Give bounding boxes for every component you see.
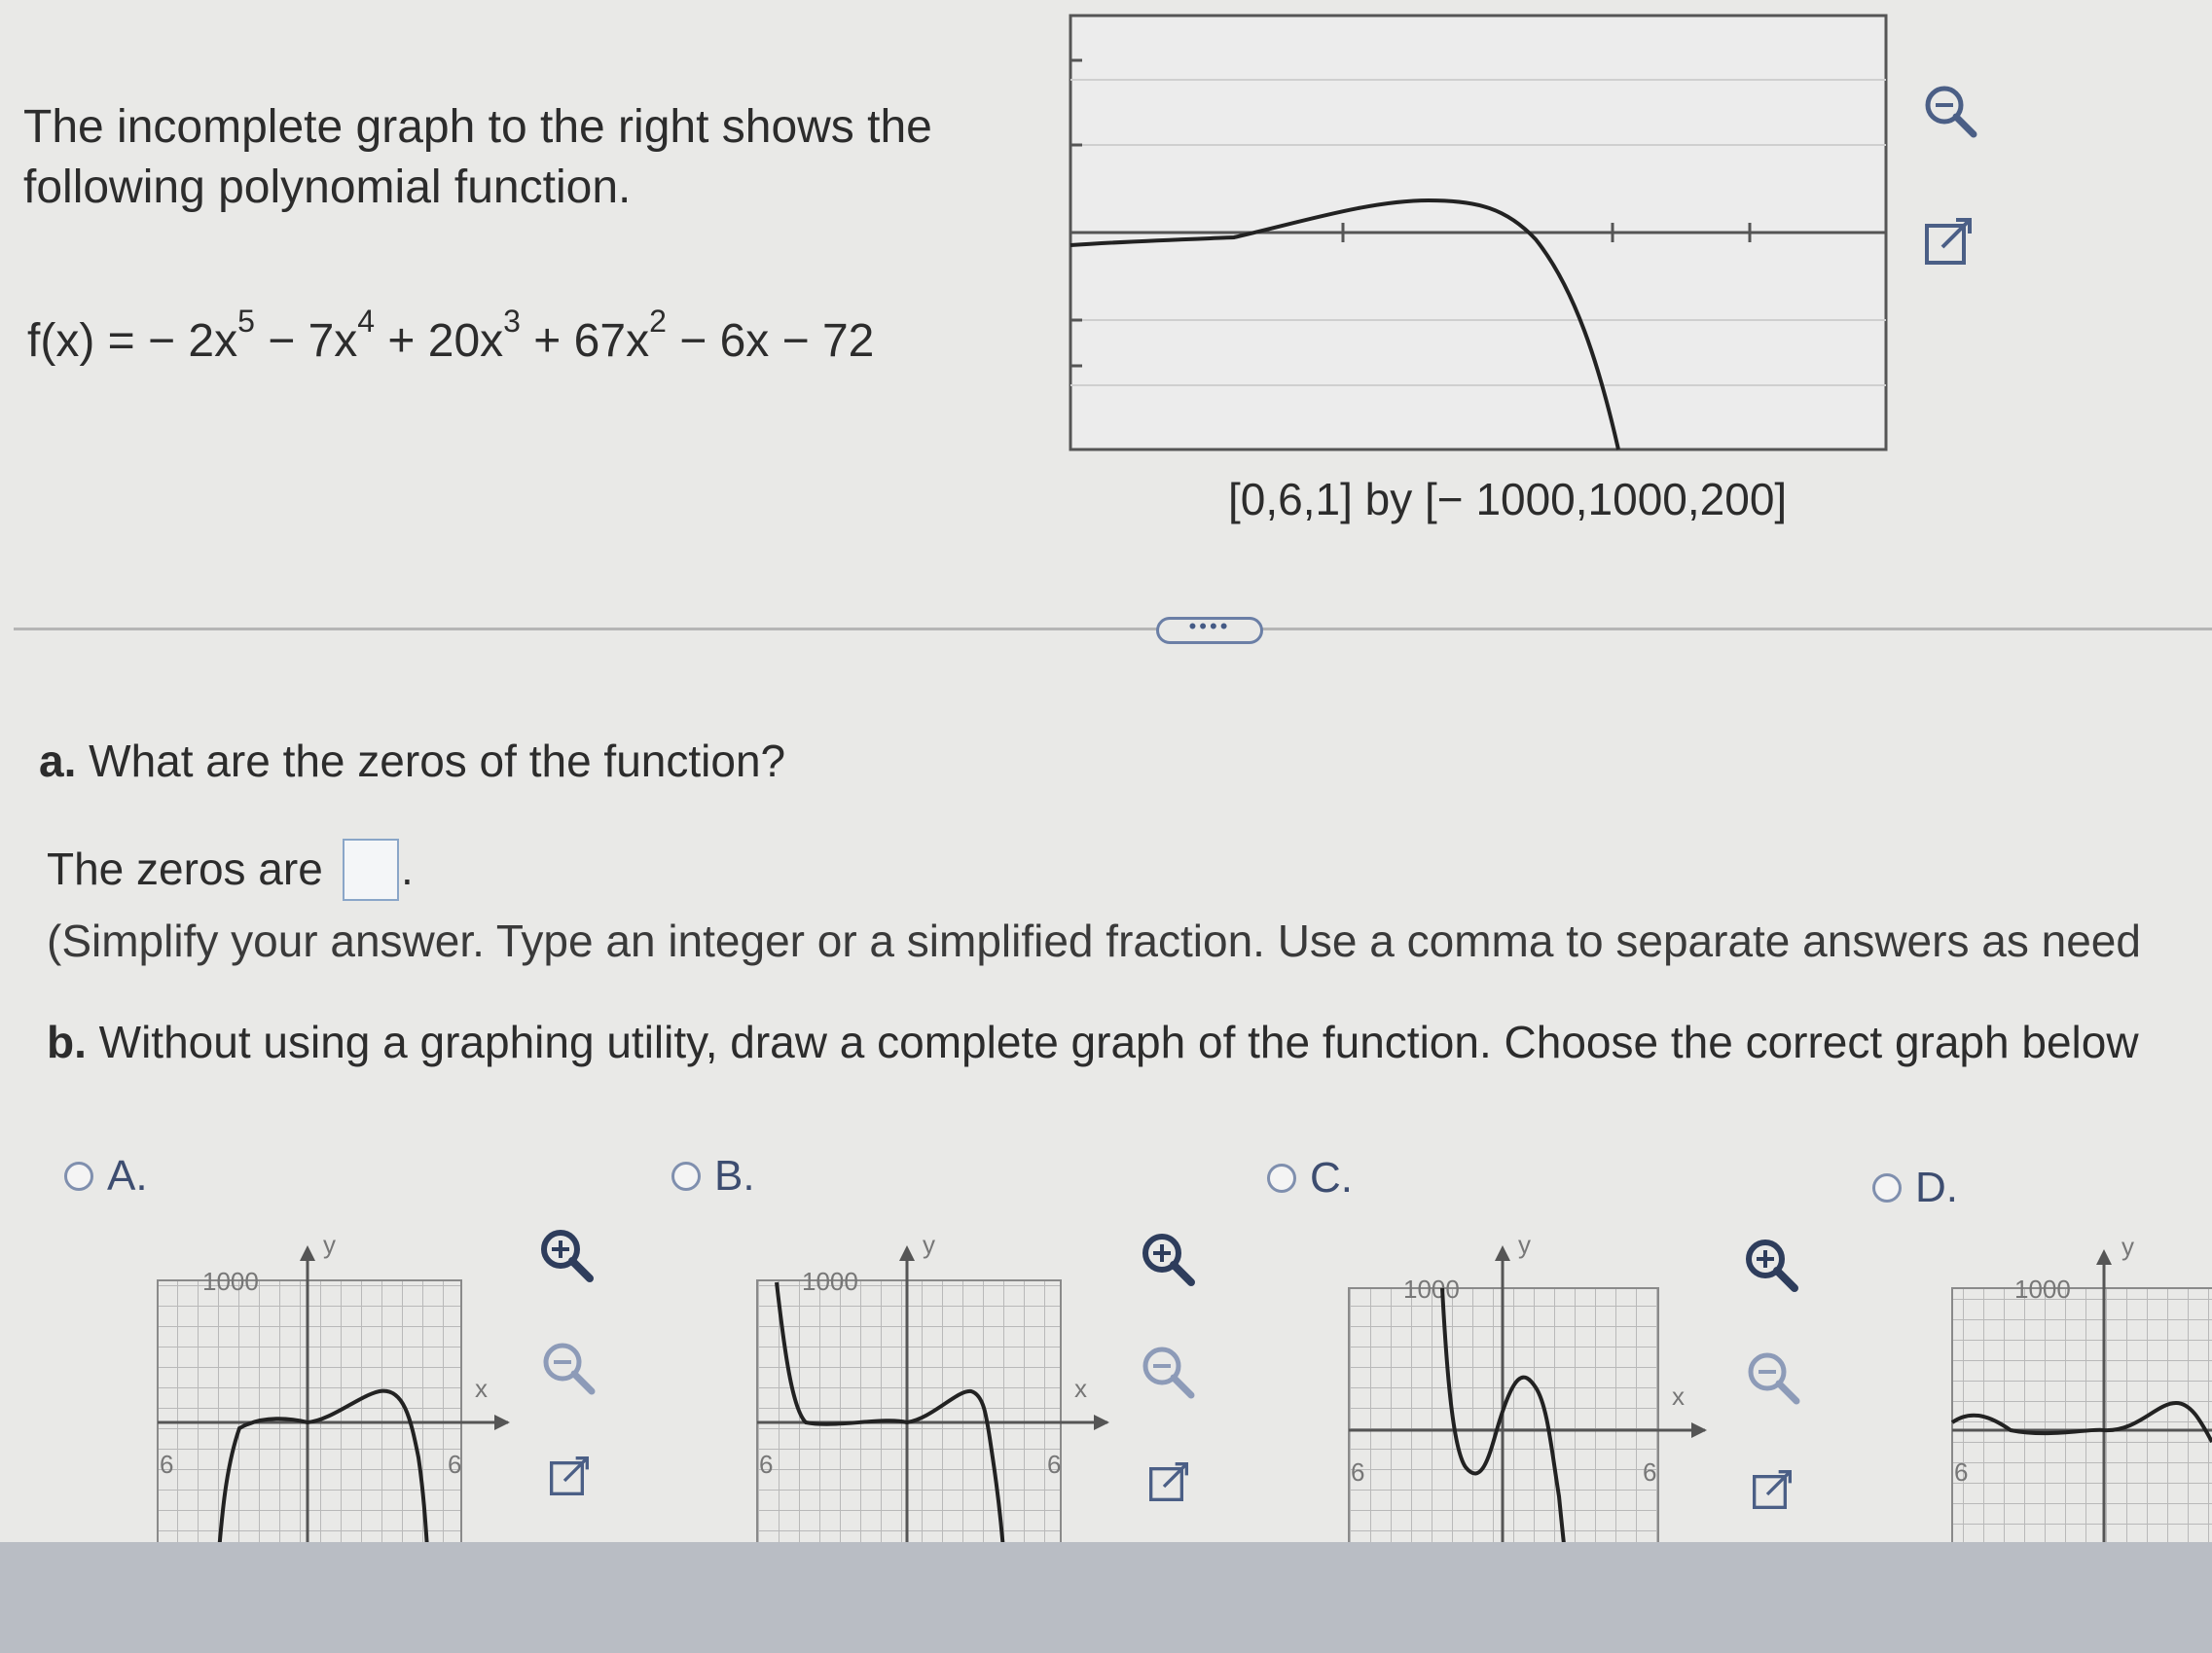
radio-d[interactable]: [1872, 1173, 1902, 1203]
graph-choice-a: [136, 1224, 526, 1564]
svg-text:y: y: [323, 1230, 336, 1259]
svg-text:y: y: [923, 1230, 935, 1259]
svg-text:1000: 1000: [2014, 1275, 2071, 1304]
open-new-window-icon[interactable]: [1919, 212, 1977, 270]
zoom-out-icon[interactable]: [1742, 1347, 1804, 1409]
graph-choice-d: [1942, 1238, 2212, 1588]
section-divider: [14, 628, 2212, 630]
choice-d[interactable]: D.: [1872, 1164, 1958, 1212]
choice-c[interactable]: C.: [1267, 1154, 1353, 1203]
choice-b[interactable]: B.: [671, 1152, 755, 1201]
radio-b[interactable]: [671, 1162, 701, 1191]
graph-choice-b: [738, 1224, 1127, 1564]
zeros-answer-input[interactable]: [343, 839, 399, 901]
choice-a[interactable]: A.: [64, 1152, 148, 1201]
radio-c[interactable]: [1267, 1164, 1296, 1193]
radio-a[interactable]: [64, 1162, 93, 1191]
graph-choice-c: [1329, 1224, 1719, 1574]
svg-text:1000: 1000: [802, 1267, 858, 1296]
svg-text:x: x: [475, 1374, 488, 1403]
answer-instructions: (Simplify your answer. Type an integer or a simplified fraction. Use a comma to separate answers as need: [47, 916, 2141, 966]
intro-line-1: The incomplete graph to the right shows the: [23, 101, 932, 153]
question-a: a. What are the zeros of the function?: [39, 736, 786, 786]
svg-text:1000: 1000: [1403, 1275, 1460, 1304]
svg-text:1000: 1000: [202, 1267, 259, 1296]
incomplete-function-graph: [1069, 14, 1888, 451]
answer-period: .: [401, 844, 414, 894]
svg-text:x: x: [1074, 1374, 1087, 1403]
bottom-toolbar: [0, 1542, 2212, 1653]
open-new-window-icon[interactable]: [1144, 1457, 1193, 1506]
function-expression: f(x) = − $2x^5 - 7x^4 + 20x^3 + 67x^2 - 6x - 72$: [27, 304, 875, 367]
intro-text: [23, 97, 932, 218]
svg-text:6: 6: [759, 1450, 774, 1479]
open-new-window-icon[interactable]: [1748, 1465, 1796, 1514]
zoom-out-icon[interactable]: [537, 1337, 599, 1399]
svg-text:6: 6: [1954, 1457, 1969, 1487]
svg-text:6: 6: [1351, 1457, 1365, 1487]
svg-text:y: y: [2121, 1238, 2134, 1261]
svg-text:6: 6: [1047, 1450, 1062, 1479]
intro-line-2: following polynomial function.: [23, 162, 632, 213]
graph-window-label: [0,6,1] by [− 1000,1000,200]: [1228, 474, 1788, 524]
svg-text:x: x: [1672, 1382, 1685, 1411]
zoom-in-icon[interactable]: [535, 1224, 598, 1286]
svg-text:6: 6: [448, 1450, 462, 1479]
zoom-out-icon[interactable]: [1137, 1341, 1199, 1403]
question-b: b. Without using a graphing utility, draw a complete graph of the function. Choose the correct graph below: [47, 1017, 2139, 1067]
zoom-in-icon[interactable]: [1740, 1234, 1802, 1296]
zoom-in-icon[interactable]: [1137, 1228, 1199, 1290]
open-new-window-icon[interactable]: [545, 1452, 594, 1500]
expand-ellipsis-button[interactable]: ••••: [1156, 617, 1263, 644]
svg-text:6: 6: [160, 1450, 174, 1479]
zoom-out-icon[interactable]: [1919, 80, 1981, 142]
zeros-label: The zeros are: [47, 844, 323, 894]
svg-text:6: 6: [1643, 1457, 1657, 1487]
svg-text:y: y: [1518, 1230, 1531, 1259]
